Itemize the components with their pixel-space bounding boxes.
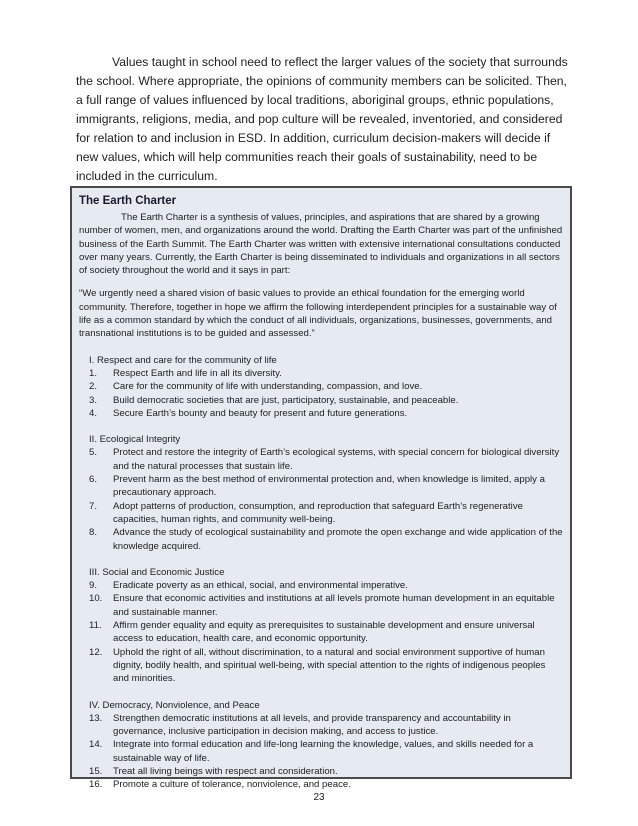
principle-item [89, 619, 563, 646]
principle-text: Uphold the right of all, without discrimination, to a natural and social environment supportive of human dignity, bodily health, and spiritual well-being, with special attention to the rights of indigenous peoples and minorities. [113, 646, 546, 685]
principle-text: Strengthen democratic institutions at all levels, and provide transparency and accountability in governance, inclusive participation in decision making, and access to justice. [113, 712, 511, 738]
principle-number: 10. [89, 593, 103, 605]
box-description [79, 211, 563, 277]
principle-item [89, 526, 563, 553]
intro-text: Values taught in school need to reflect the larger values of the society that surrounds the school. Where appropriate, the opinions of community members can be solicited. Then, a full range of values influenced by local traditions, aboriginal groups, ethnic populations, immigrants, religions, media, and pop culture will be revealed, inventoried, and considered for relation to and inclusion in ESD. In addition, curriculum decision-makers will decide if new values, which will help communities reach their goals of sustainability, need to be included in the curriculum. [76, 55, 568, 183]
section-social-economic-justice [79, 566, 563, 686]
principle-number: 8. [89, 527, 98, 539]
principle-item [89, 500, 563, 527]
principle-number: 7. [89, 500, 98, 512]
section-title: II. Ecological Integrity [89, 434, 181, 446]
principle-number: 11. [89, 620, 102, 632]
section-title: IV. Democracy, Nonviolence, and Peace [89, 699, 260, 711]
principle-item [89, 473, 563, 500]
principle-text: Affirm gender equality and equity as prerequisites to sustainable development and ensure universal access to education, health care, and economic opportunity. [113, 620, 535, 645]
principle-number: 5. [89, 447, 98, 459]
principle-number: 13. [89, 712, 103, 724]
principle-text: Prevent harm as the best method of environmental protection and, when knowledge is limited, apply a precautionary approach. [113, 474, 545, 499]
principle-item [89, 712, 563, 739]
principle-number: 9. [89, 580, 98, 592]
principle-text: Protect and restore the integrity of Earth’s ecological systems, with special concern for biological diversity and the natural processes that sustain life. [113, 447, 560, 472]
principle-item [89, 765, 563, 778]
principle-text: Secure Earth’s bounty and beauty for present and future generations. [113, 407, 408, 419]
principle-text: Build democratic societies that are just, participatory, sustainable, and peaceable. [113, 394, 459, 406]
principle-number: 1. [89, 367, 98, 379]
section-respect-and-care [79, 354, 563, 420]
principle-number: 3. [89, 394, 98, 406]
principle-number: 12. [89, 646, 103, 658]
principle-item [89, 394, 563, 407]
principle-number: 16. [89, 779, 103, 791]
section-title: III. Social and Economic Justice [89, 566, 225, 578]
principle-item [89, 380, 563, 393]
page-number: 23 [313, 792, 325, 803]
box-description-text: The Earth Charter is a synthesis of values, principles, and aspirations that are shared by a growing number of women, men, and organizations around the world. Drafting the Earth Charter was part of the unfinished business of the Earth Summit. The Earth Charter was written with extensive international consultations conducted over many years. Currently, the Earth Charter is being disseminated to individuals and organizations in all sectors of society throughout the world and it says in part: [79, 212, 563, 277]
principle-item [89, 407, 563, 420]
principle-number: 15. [89, 765, 103, 777]
principle-item [89, 592, 563, 619]
principle-text: Promote a culture of tolerance, nonviolence, and peace. [113, 779, 351, 791]
principle-item [89, 367, 563, 380]
principle-number: 6. [89, 474, 98, 486]
principle-number: 2. [89, 381, 98, 393]
principle-text: Treat all living beings with respect and consideration. [113, 765, 338, 777]
principle-item [89, 778, 563, 791]
principle-number: 14. [89, 739, 103, 751]
principle-text: Adopt patterns of production, consumption, and reproduction that safeguard Earth’s regenerative capacities, human rights, and community well-being. [113, 500, 523, 525]
section-ecological-integrity [79, 433, 563, 553]
section-title: I. Respect and care for the community of life [89, 354, 277, 366]
box-title: The Earth Charter [79, 195, 177, 207]
principle-text: Respect Earth and life in all its diversity. [113, 367, 282, 379]
principle-text: Integrate into formal education and life-long learning the knowledge, values, and skills needed for a sustainable way of life. [113, 739, 534, 764]
principle-item [89, 646, 563, 686]
principle-item [89, 446, 563, 473]
principle-item [89, 579, 563, 592]
principle-number: 4. [89, 407, 98, 419]
principle-text: Care for the community of life with understanding, compassion, and love. [113, 381, 423, 393]
intro-paragraph [76, 53, 570, 186]
charter-quote: “We urgently need a shared vision of basic values to provide an ethical foundation for the emerging world community. Therefore, together in hope we affirm the following interdependent principles for a sustainable way of life as a common standard by which the conduct of all individuals, organizations, businesses, governments, and transnational institutions is to be guided and assessed.” [79, 288, 557, 340]
section-democracy-peace [79, 699, 563, 792]
principle-text: Ensure that economic activities and institutions at all levels promote human development in an equitable and sustainable manner. [113, 593, 555, 618]
earth-charter-box [70, 186, 572, 791]
principle-item [89, 738, 563, 765]
principle-text: Eradicate poverty as an ethical, social, and environmental imperative. [113, 580, 408, 592]
principle-text: Advance the study of ecological sustainability and promote the open exchange and wide application of the knowledge acquired. [113, 527, 563, 552]
